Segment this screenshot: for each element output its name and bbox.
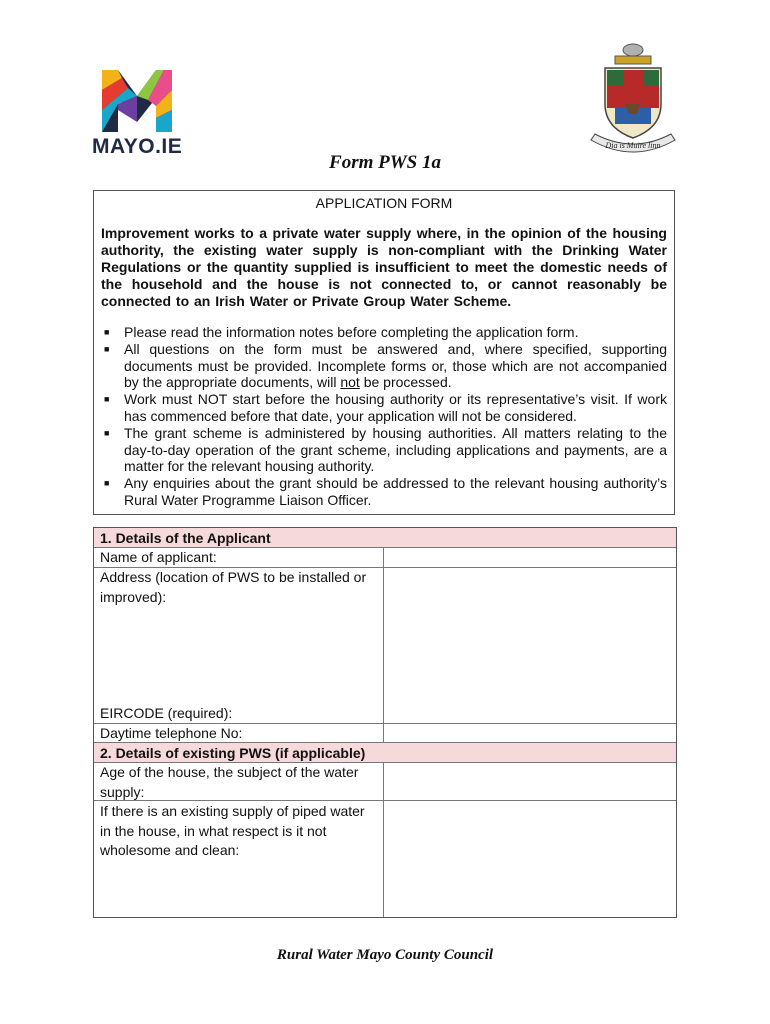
square-bullet-icon: ■ [104,343,110,354]
name-label: Name of applicant: [94,548,384,568]
note-item [101,475,667,509]
crest-motto: Dia is Muire linn [605,141,661,150]
mayo-m-logo-icon [102,70,172,132]
square-bullet-icon: ■ [104,394,110,405]
application-intro: Improvement works to a private water supply where, in the opinion of the housing authority, the existing water supply is non-compliant with the Drinking Water Regulations or the quantity supplied is insufficient to meet the domestic needs of the household and the house is not connected to, or cannot reasonably be connected to an Irish Water or Private Group Water Scheme. [101,225,667,309]
application-heading: APPLICATION FORM [315,195,453,211]
note-item [101,324,667,341]
note-item [101,341,667,391]
county-crest-icon [585,42,681,160]
application-info-box [93,190,675,515]
note-item [101,425,667,475]
form-title: Form PWS 1a [329,152,441,173]
note-text: Any enquiries about the grant should be addressed to the relevant housing authority’s Rural Water Programme Liaison Officer. [124,475,667,508]
piped-water-label: If there is an existing supply of piped water in the house, in what respect is it not wholesome and clean: [94,802,384,917]
age-label: Age of the house, the subject of the water supply: [94,763,383,801]
phone-label: Daytime telephone No: [94,723,384,743]
note-text: Please read the information notes before completing the application form. [124,324,579,340]
address-label-cell [94,568,384,723]
note-text: The grant scheme is administered by housing authorities. All matters relating to the day-to-day operation of the grant scheme, including applications and payments, are a matter for the relevant housing authority. [124,424,667,475]
mayo-logo [92,70,184,162]
square-bullet-icon: ■ [104,327,110,337]
logo-wordmark: MAYO.IE [92,135,183,158]
section-existing-pws-heading: 2. Details of existing PWS (if applicable) [94,743,676,763]
phone-field[interactable] [384,723,676,743]
name-field[interactable] [384,548,676,568]
section-applicant-heading: 1. Details of the Applicant [94,528,676,548]
eircode-label: EIRCODE (required): [100,704,233,721]
square-bullet-icon: ■ [104,427,110,438]
note-text: Work must NOT start before the housing authority or its representative’s visit. If work has commenced before that date, your application will not be considered. [124,391,667,424]
note-emphasis: not [340,374,360,391]
footer-text: Rural Water Mayo County Council [276,947,494,963]
age-field[interactable] [384,763,676,801]
note-item [101,391,667,425]
information-notes-list [101,324,667,509]
note-text: All questions on the form must be answered and, where specified, supporting documents must be provided. Incomplete forms or, those which are not accompanied by the appropriate documents, will [124,340,667,391]
address-label: Address (location of PWS to be installed or improved): [100,569,367,605]
address-field[interactable] [384,568,676,723]
note-text: be processed. [359,374,452,391]
square-bullet-icon: ■ [104,478,110,489]
piped-water-field[interactable] [385,802,676,917]
